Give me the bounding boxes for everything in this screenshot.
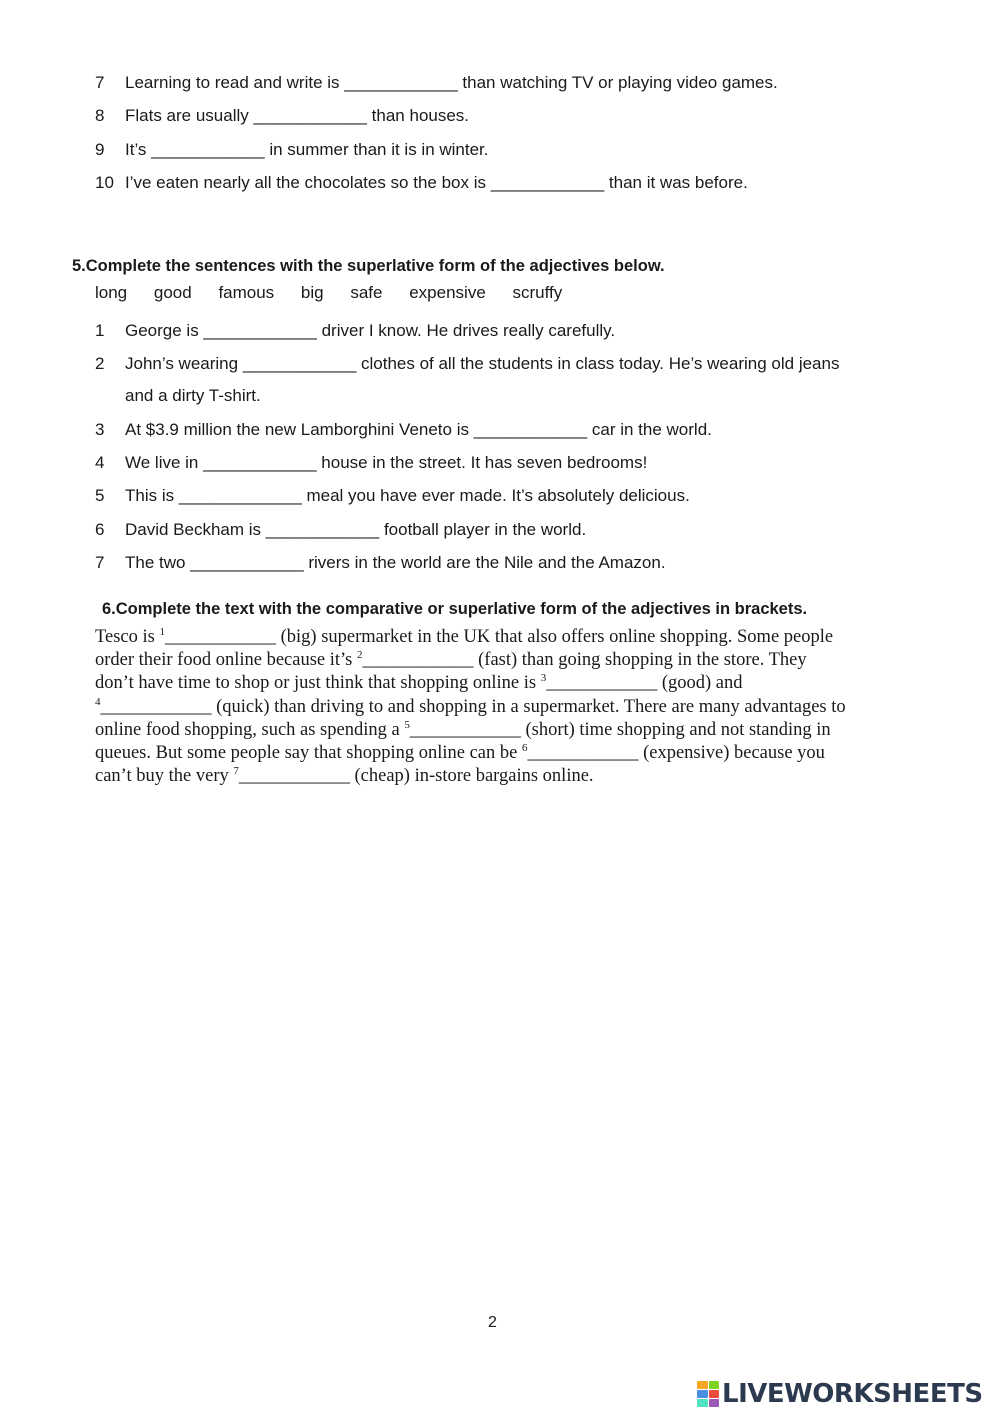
line-text: don’t have time to shop or just think that shopping online is bbox=[95, 673, 541, 694]
logo-text: LIVEWORKSHEETS bbox=[722, 1379, 983, 1409]
paragraph-line bbox=[95, 719, 917, 742]
line-text: ____________ (cheap) in-store bargains online. bbox=[238, 766, 594, 787]
paragraph-line bbox=[95, 696, 917, 719]
word-bank-item: big bbox=[300, 283, 324, 302]
line-text: ____________ (expensive) because you bbox=[527, 742, 825, 763]
blank-number: 5 bbox=[404, 718, 410, 731]
liveworksheets-logo bbox=[697, 1378, 983, 1410]
line-text: ____________ (quick) than driving to and shopping in a supermarket. There are many advantages to bbox=[100, 696, 846, 717]
item-number: 6 bbox=[95, 520, 105, 539]
item-number: 4 bbox=[95, 453, 105, 472]
item-text: It’s ____________ in summer than it is in winter. bbox=[125, 140, 489, 159]
item-number: 8 bbox=[95, 106, 105, 125]
paragraph-line bbox=[95, 649, 917, 672]
word-bank-item: scruffy bbox=[512, 283, 563, 302]
item-number: 2 bbox=[95, 354, 105, 373]
word-bank-item: long bbox=[95, 283, 128, 302]
blank-number: 2 bbox=[357, 649, 363, 662]
item-text: We live in ____________ house in the street. It has seven bedrooms! bbox=[125, 453, 648, 472]
paragraph-line bbox=[95, 742, 917, 765]
paragraph-line bbox=[95, 626, 917, 649]
paragraph-line bbox=[95, 765, 917, 788]
item-text: The two ____________ rivers in the world are the Nile and the Amazon. bbox=[125, 553, 666, 572]
item-text: John’s wearing ____________ clothes of all the students in class today. He’s wearing old jeans bbox=[125, 354, 840, 373]
paragraph-line bbox=[95, 672, 917, 695]
word-bank bbox=[95, 283, 584, 303]
blank-number: 1 bbox=[159, 626, 165, 638]
item-text: and a dirty T-shirt. bbox=[125, 386, 261, 405]
page-number: 2 bbox=[488, 1314, 497, 1331]
item-number: 7 bbox=[95, 73, 105, 92]
line-text: ____________ (short) time shopping and not standing in bbox=[409, 719, 831, 740]
section-6-title: 6.Complete the text with the comparative or superlative form of the adjectives in brackets. bbox=[102, 600, 808, 618]
line-text: ____________ (good) and bbox=[546, 673, 743, 694]
line-text: ____________ (big) supermarket in the UK that also offers online shopping. Some people bbox=[164, 627, 834, 647]
item-text: At $3.9 million the new Lamborghini Veneto is ____________ car in the world. bbox=[125, 420, 712, 439]
line-text: ____________ (fast) than going shopping in the store. They bbox=[362, 650, 807, 671]
line-text: can’t buy the very bbox=[95, 766, 234, 787]
blank-number: 4 bbox=[95, 695, 101, 708]
logo-mark-icon bbox=[697, 1381, 719, 1407]
blank-number: 7 bbox=[233, 765, 239, 778]
item-text: Flats are usually ____________ than houses. bbox=[125, 106, 470, 125]
section-5-title: 5.Complete the sentences with the superlative form of the adjectives below. bbox=[72, 257, 665, 275]
blank-number: 3 bbox=[540, 672, 547, 685]
item-text: David Beckham is ____________ football player in the world. bbox=[125, 520, 587, 539]
blank-number: 6 bbox=[521, 741, 528, 754]
item-number: 5 bbox=[95, 486, 105, 505]
item-number: 7 bbox=[95, 553, 105, 572]
item-text: This is _____________ meal you have ever made. It’s absolutely delicious. bbox=[125, 486, 690, 505]
item-text: I’ve eaten nearly all the chocolates so the box is ____________ than it was before. bbox=[125, 173, 748, 192]
line-text: queues. But some people say that shopping online can be bbox=[95, 742, 522, 763]
word-bank-item: safe bbox=[350, 283, 383, 302]
item-number: 3 bbox=[95, 420, 105, 439]
item-text: Learning to read and write is ____________ than watching TV or playing video games. bbox=[125, 73, 778, 92]
line-text: online food shopping, such as spending a bbox=[95, 719, 405, 740]
line-text: Tesco is bbox=[95, 627, 160, 647]
item-number: 1 bbox=[95, 321, 105, 340]
word-bank-item: good bbox=[153, 283, 192, 302]
word-bank-item: famous bbox=[218, 283, 275, 302]
item-number: 9 bbox=[95, 140, 105, 159]
line-text: order their food online because it’s bbox=[95, 650, 357, 671]
section-6-paragraph bbox=[95, 626, 917, 788]
word-bank-item: expensive bbox=[409, 283, 486, 302]
item-number: 10 bbox=[95, 173, 114, 192]
item-text: George is ____________ driver I know. He drives really carefully. bbox=[125, 321, 616, 340]
